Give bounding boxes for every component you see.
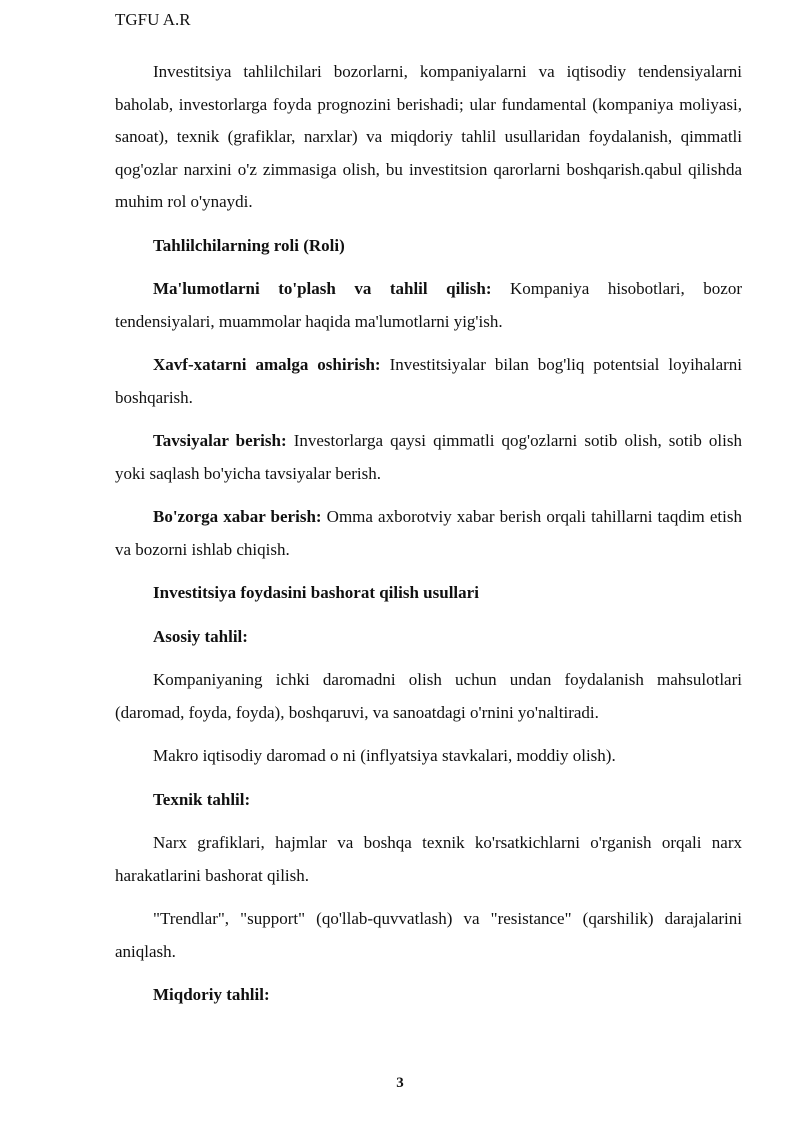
- role-text: Investorlarga qaysi qimmatli qog'ozlarni sotib olish, sotib olish yoki saqlash bo'yicha tavsiyalar berish.: [115, 431, 742, 483]
- methods-heading: Investitsiya foydasini bashorat qilish usullari: [153, 583, 479, 602]
- basic-analysis-paragraph-2: Makro iqtisodiy daromad o ni (inflyatsiya stavkalari, moddiy olish).: [153, 746, 616, 765]
- role-text: Investitsiyalar bilan bog'liq potentsial loyihalarni boshqarish.: [115, 355, 742, 407]
- basic-analysis-heading: Asosiy tahlil:: [153, 626, 248, 646]
- role-item-risk: [115, 349, 742, 414]
- role-item-data-collection: [115, 273, 742, 338]
- roles-heading: Tahlilchilarning roli (Roli): [153, 235, 345, 255]
- role-text: Kompaniya hisobotlari, bozor tendensiyalari, muammolar haqida ma'lumotlarni yig'ish.: [115, 279, 742, 331]
- role-text: Omma axborotviy xabar berish orqali tahillarni taqdim etish va bozorni ishlab chiqish.: [115, 507, 742, 559]
- role-label: Ma'lumotlarni to'plash va tahlil qilish:: [153, 279, 492, 298]
- technical-analysis-paragraph: Narx grafiklari, hajmlar va boshqa texnik ko'rsatkichlarni o'rganish orqali narx harakatlarini bashorat qilish.: [115, 833, 742, 885]
- page-number: 3: [396, 1075, 404, 1091]
- page-header: TGFU A.R: [115, 10, 191, 29]
- role-item-recommendations: [115, 425, 742, 490]
- role-label: Xavf-xatarni amalga oshirish:: [153, 355, 381, 374]
- intro-paragraph: Investitsiya tahlilchilari bozorlarni, kompaniyalarni va iqtisodiy tendensiyalarni baholab, investorlarga foyda prognozini berishadi; ular fundamental (kompaniya moliyasi, sanoat), texnik (grafiklar, narxlar) va miqdoriy tahlil usullaridan foydalanish, qimmatli qog'ozlar narxini o'z zimmasiga olish, bu investitsion qarorlarni boshqarish.qabul qilishda muhim rol o'ynaydi.: [115, 62, 742, 211]
- role-label: Bo'zorga xabar berish:: [153, 507, 322, 526]
- quantitative-analysis-heading: Miqdoriy tahlil:: [153, 985, 270, 1004]
- technical-analysis-paragraph-2: "Trendlar", "support" (qo'llab-quvvatlash) va "resistance" (qarshilik) darajalarini aniqlash.: [115, 909, 742, 961]
- role-label: Tavsiyalar berish:: [153, 431, 287, 450]
- basic-analysis-paragraph: Kompaniyaning ichki daromadni olish uchun undan foydalanish mahsulotlari (daromad, foyda, foyda), boshqaruvi, va sanoatdagi o'rnini yo'naltiradi.: [115, 670, 742, 722]
- role-item-market-reporting: [115, 501, 742, 566]
- document-body: [115, 56, 742, 1023]
- technical-analysis-heading: Texnik tahlil:: [153, 789, 251, 809]
